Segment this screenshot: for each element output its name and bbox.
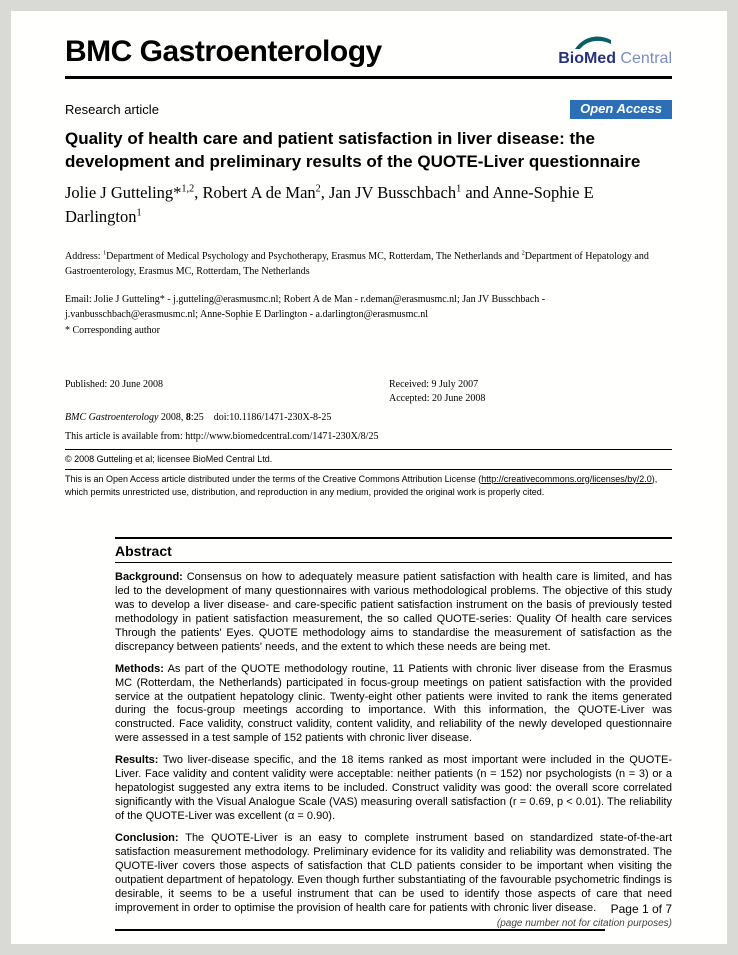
- availability-url[interactable]: http://www.biomedcentral.com/1471-230X/8/25: [185, 431, 379, 443]
- text-segment: 2008,: [158, 412, 186, 424]
- document-page: [11, 11, 727, 944]
- copyright-line: © 2008 Gutteling et al; licensee BioMed Central Ltd.: [65, 454, 273, 465]
- text-segment: , Robert A de Man: [194, 183, 316, 203]
- abstract-background-text: Consensus on how to adequately measure patient satisfaction with health care is limited, and has led to the development of many questionnaires with various methodological problems. The objective of this study was to develop a liver disease- and care-specific patient satisfaction instrument on the basis of previously tested methodology in patient satisfaction measurement, the so called QUOTE-series: Quality Of health care services Through the patients' Eyes. QUOTE methodology aims to standardise the measurement of satisfaction as the discrepancy between patients' needs, and the extent to which these needs are being met.: [115, 570, 672, 653]
- abstract-heading: Abstract: [115, 542, 172, 559]
- published-date: Published: 20 June 2008: [65, 379, 164, 391]
- text-segment: ), which permits unrestricted use, distribution, and reproduction in any medium, provided the original work is properly cited.: [65, 473, 658, 497]
- received-accepted-block: [389, 378, 672, 406]
- dates-row: [65, 378, 672, 406]
- text-segment: Address:: [65, 251, 104, 263]
- abstract-heading-rule: [115, 562, 672, 563]
- text-segment: 1: [136, 207, 142, 219]
- article-meta-row: [65, 100, 672, 119]
- text-segment: 1: [103, 249, 107, 257]
- abstract-conclusion-label: Conclusion:: [115, 832, 179, 845]
- author-list: [65, 181, 645, 229]
- email-line: Email: Jolie J Gutteling* - j.gutteling@erasmusmc.nl; Robert A de Man - r.deman@erasmusmc.nl; Jan JV Busschbach - j.vanbusschbach@erasmusmc.nl; Anne-Sophie E Darlington - a.darlington@erasmusmc.nl: [65, 294, 546, 321]
- abstract-results-text: Two liver-disease specific, and the 18 items ranked as most important were included in the QUOTE-Liver. Face validity and content validity were acceptable: neither patients (n = 152) nor psychologists (n = 3) or a hepatologist suggested any extra items to be included. Construct validity was good: the overall score correlated significantly with the Visual Analogue Scale (VAS) measuring overall satisfaction (r = 0.69, p < 0.01). The reliability of the QUOTE-Liver was excellent (α = 0.90).: [115, 754, 673, 823]
- text-segment: 1,2: [181, 183, 195, 195]
- abstract-methods-text: As part of the QUOTE methodology routine, 11 Patients with chronic liver disease from the Erasmus MC (Rotterdam, the Netherlands) participated in focus-group meetings on patient satisfaction with the provided service at the outpatient hepatology clinic. Twenty-eight other patients were invited to rank the items generated during the focus-group meetings according to importance. With this information, the QUOTE-Liver was constructed. Face validity, construct validity, content validity, and reliability of the newly developed questionnaire were assessed in a test sample of 152 patients with chronic liver disease.: [115, 662, 672, 745]
- received-date: Received: 9 July 2007: [389, 379, 479, 391]
- logo-text-biomed: BioMed: [558, 50, 616, 67]
- journal-title: BMC Gastroenterology: [65, 35, 382, 68]
- abstract-section: [115, 537, 672, 931]
- text-segment: , Jan JV Busschbach: [320, 183, 457, 203]
- text-segment: Department of Hepatology and Gastroenterology, Erasmus MC, Rotterdam, The Netherlands: [65, 251, 649, 278]
- journal-header: [65, 35, 672, 79]
- publication-info: [65, 378, 672, 499]
- abstract-methods: [115, 663, 672, 747]
- availability-line: [65, 430, 672, 449]
- text-segment: BMC Gastroenterology: [65, 412, 159, 424]
- abstract-background-label: Background:: [115, 570, 183, 583]
- text-segment: This is an Open Access article distributed under the terms of the Creative Commons Attribution License (: [65, 473, 482, 484]
- abstract-conclusion-text: The QUOTE-Liver is an easy to complete instrument based on standardized state-of-the-art satisfaction measurement methodology. Preliminary evidence for its validity and reliability was demonstrated. The QUOTE-liver covers those aspects of satisfaction that CLD patients consider to be important when visiting the outpatient department of hepatology. Even though further substantiating of the favourable psychometric findings is desirable, it seems to be a useful instrument that can be used to identify those aspects of care that need improvement in order to optimise the provision of health care for patients with chronic liver disease.: [115, 832, 672, 915]
- article-title: Quality of health care and patient satisfaction in liver disease: the development and preliminary results of the QUOTE-Liver questionnaire: [65, 129, 641, 171]
- citation-line: [65, 411, 672, 425]
- link[interactable]: http://creativecommons.org/licenses/by/2.0: [481, 473, 652, 484]
- logo-text-central: Central: [615, 50, 672, 67]
- biomedcentral-logo: [558, 35, 672, 69]
- citation-note: (page number not for citation purposes): [496, 918, 672, 929]
- availability-prefix: This article is available from:: [65, 431, 186, 443]
- affiliation-line: [65, 249, 672, 279]
- abstract-bottom-rule: [115, 929, 605, 931]
- page-footer: [497, 902, 672, 929]
- text-segment: 1: [456, 183, 462, 195]
- abstract-methods-label: Methods:: [115, 662, 164, 675]
- abstract-results: [115, 754, 672, 824]
- text-segment: :25 doi:10.1186/1471-230X-8-25: [190, 412, 332, 424]
- page-number: Page 1 of 7: [610, 902, 672, 916]
- text-segment: 2: [315, 183, 321, 195]
- accepted-date: Accepted: 20 June 2008: [389, 393, 486, 405]
- abstract-results-label: Results:: [115, 754, 159, 767]
- open-access-badge[interactable]: Open Access: [570, 100, 672, 119]
- text-segment: 2: [521, 249, 525, 257]
- license-text: [65, 470, 672, 499]
- text-segment: Department of Medical Psychology and Psychotherapy, Erasmus MC, Rotterdam, The Netherlands and: [106, 251, 522, 263]
- text-segment: and Anne-Sophie E Darlington: [65, 183, 594, 227]
- biomedcentral-logo-text: [558, 51, 672, 67]
- article-type-label: Research article: [65, 102, 159, 117]
- text-segment: Jolie J Gutteling*: [65, 183, 182, 203]
- corresponding-author-note: * Corresponding author: [65, 325, 160, 337]
- biomedcentral-logo-icon: [574, 35, 612, 50]
- text-segment: 8: [185, 412, 191, 424]
- abstract-background: [115, 571, 672, 655]
